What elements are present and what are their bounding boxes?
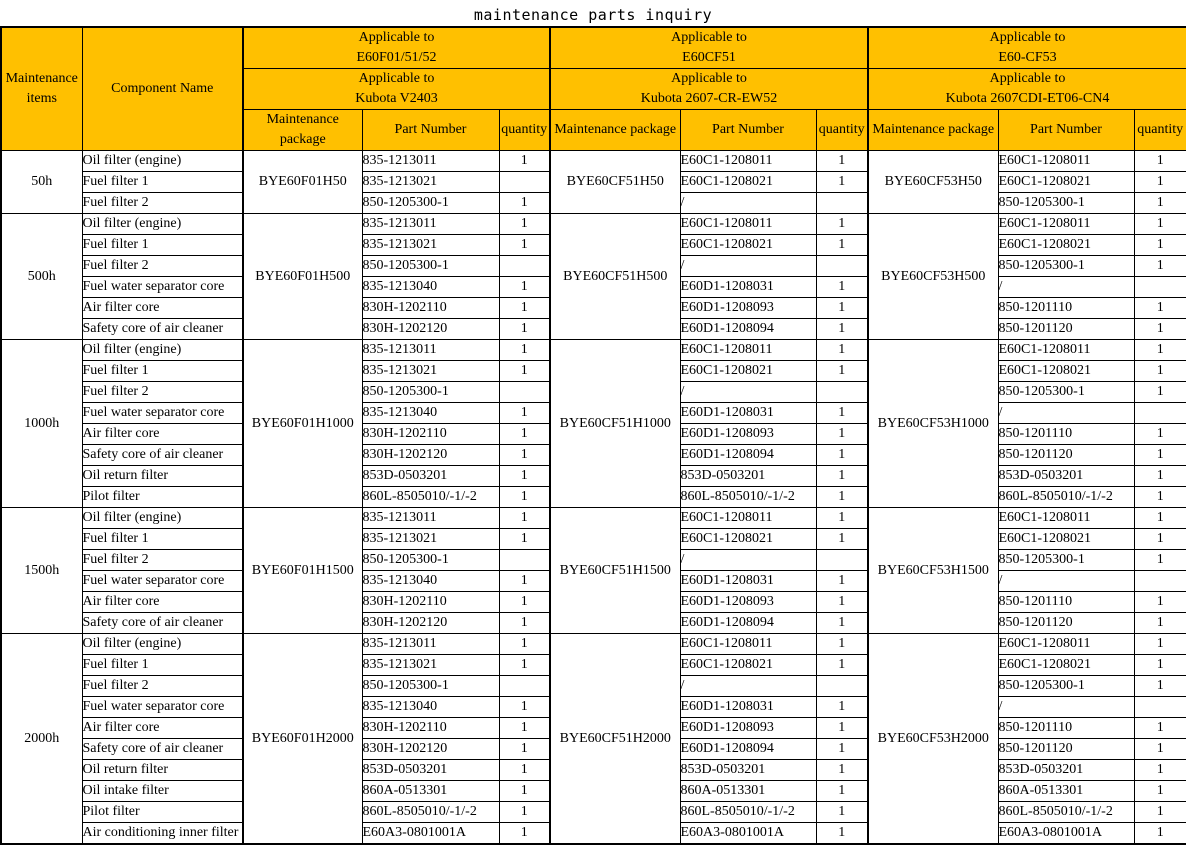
part-number: 850-1205300-1 bbox=[998, 193, 1134, 214]
maintenance-package: BYE60F01H1000 bbox=[243, 340, 362, 508]
maintenance-interval: 2000h bbox=[1, 634, 82, 845]
part-number: E60A3-0801001A bbox=[362, 823, 499, 845]
header-maintenance-items: Maintenance items bbox=[1, 27, 82, 151]
part-number: E60C1-1208021 bbox=[680, 529, 816, 550]
component-name: Oil filter (engine) bbox=[82, 214, 243, 235]
part-number: 850-1205300-1 bbox=[362, 550, 499, 571]
quantity: 1 bbox=[1134, 466, 1186, 487]
quantity bbox=[499, 256, 550, 277]
component-name: Fuel water separator core bbox=[82, 571, 243, 592]
component-name: Air filter core bbox=[82, 718, 243, 739]
part-number: 860L-8505010/-1/-2 bbox=[362, 802, 499, 823]
quantity: 1 bbox=[816, 508, 868, 529]
maintenance-package: BYE60CF53H2000 bbox=[868, 634, 998, 845]
header-quantity: quantity bbox=[499, 110, 550, 151]
quantity: 1 bbox=[816, 613, 868, 634]
quantity: 1 bbox=[1134, 487, 1186, 508]
part-number: E60D1-1208031 bbox=[680, 277, 816, 298]
component-name: Fuel filter 1 bbox=[82, 235, 243, 256]
quantity: 1 bbox=[816, 424, 868, 445]
component-name: Air conditioning inner filter bbox=[82, 823, 243, 845]
component-name: Fuel filter 2 bbox=[82, 550, 243, 571]
quantity: 1 bbox=[499, 193, 550, 214]
part-number: 853D-0503201 bbox=[362, 466, 499, 487]
part-number: E60C1-1208021 bbox=[998, 361, 1134, 382]
quantity: 1 bbox=[816, 340, 868, 361]
part-number: E60C1-1208021 bbox=[998, 655, 1134, 676]
part-number: 830H-1202120 bbox=[362, 739, 499, 760]
component-name: Oil filter (engine) bbox=[82, 340, 243, 361]
part-number: 850-1205300-1 bbox=[362, 193, 499, 214]
quantity: 1 bbox=[499, 739, 550, 760]
quantity bbox=[1134, 277, 1186, 298]
part-number: E60D1-1208093 bbox=[680, 424, 816, 445]
maintenance-interval: 500h bbox=[1, 214, 82, 340]
quantity bbox=[816, 550, 868, 571]
quantity: 1 bbox=[816, 277, 868, 298]
part-number: 860L-8505010/-1/-2 bbox=[998, 802, 1134, 823]
part-number: E60C1-1208011 bbox=[680, 151, 816, 172]
part-number: E60C1-1208021 bbox=[998, 172, 1134, 193]
header-package: Maintenance package bbox=[550, 110, 680, 151]
quantity: 1 bbox=[816, 781, 868, 802]
quantity: 1 bbox=[499, 487, 550, 508]
part-number: E60D1-1208093 bbox=[680, 298, 816, 319]
quantity: 1 bbox=[1134, 319, 1186, 340]
component-name: Safety core of air cleaner bbox=[82, 613, 243, 634]
maintenance-package: BYE60F01H50 bbox=[243, 151, 362, 214]
part-number: E60D1-1208094 bbox=[680, 739, 816, 760]
quantity: 1 bbox=[816, 802, 868, 823]
part-number: 853D-0503201 bbox=[362, 760, 499, 781]
maintenance-package: BYE60CF51H2000 bbox=[550, 634, 680, 845]
quantity: 1 bbox=[499, 445, 550, 466]
part-number: 860A-0513301 bbox=[680, 781, 816, 802]
part-number: 860L-8505010/-1/-2 bbox=[680, 802, 816, 823]
header-model-group-1: Applicable to E60F01/51/52 bbox=[243, 27, 550, 69]
quantity: 1 bbox=[499, 802, 550, 823]
quantity: 1 bbox=[816, 214, 868, 235]
part-number: 835-1213040 bbox=[362, 277, 499, 298]
quantity: 1 bbox=[1134, 781, 1186, 802]
table-row bbox=[1, 508, 1186, 529]
part-number: 835-1213040 bbox=[362, 571, 499, 592]
header-package: Maintenance package bbox=[868, 110, 998, 151]
quantity: 1 bbox=[1134, 655, 1186, 676]
maintenance-package: BYE60CF53H1500 bbox=[868, 508, 998, 634]
part-number: E60D1-1208094 bbox=[680, 319, 816, 340]
quantity: 1 bbox=[816, 151, 868, 172]
quantity: 1 bbox=[1134, 340, 1186, 361]
component-name: Fuel filter 2 bbox=[82, 193, 243, 214]
part-number: 830H-1202110 bbox=[362, 718, 499, 739]
part-number: 850-1205300-1 bbox=[998, 382, 1134, 403]
quantity: 1 bbox=[816, 172, 868, 193]
maintenance-package: BYE60CF51H500 bbox=[550, 214, 680, 340]
quantity: 1 bbox=[1134, 424, 1186, 445]
quantity bbox=[816, 193, 868, 214]
part-number: 835-1213011 bbox=[362, 634, 499, 655]
quantity: 1 bbox=[816, 319, 868, 340]
part-number: E60A3-0801001A bbox=[998, 823, 1134, 845]
quantity bbox=[499, 676, 550, 697]
part-number: 835-1213011 bbox=[362, 508, 499, 529]
table-row bbox=[1, 634, 1186, 655]
quantity: 1 bbox=[816, 760, 868, 781]
quantity: 1 bbox=[816, 697, 868, 718]
quantity: 1 bbox=[499, 298, 550, 319]
maintenance-package: BYE60CF51H1000 bbox=[550, 340, 680, 508]
quantity: 1 bbox=[1134, 718, 1186, 739]
part-number: 860L-8505010/-1/-2 bbox=[998, 487, 1134, 508]
part-number: 835-1213021 bbox=[362, 361, 499, 382]
quantity bbox=[816, 676, 868, 697]
quantity: 1 bbox=[499, 340, 550, 361]
part-number: 830H-1202110 bbox=[362, 592, 499, 613]
part-number: 850-1201120 bbox=[998, 613, 1134, 634]
part-number: / bbox=[998, 571, 1134, 592]
quantity: 1 bbox=[816, 235, 868, 256]
part-number: / bbox=[680, 550, 816, 571]
part-number: 853D-0503201 bbox=[680, 466, 816, 487]
header-engine-group-2: Applicable to Kubota 2607-CR-EW52 bbox=[550, 69, 868, 110]
part-number: 850-1201110 bbox=[998, 424, 1134, 445]
part-number: 850-1205300-1 bbox=[362, 256, 499, 277]
component-name: Oil filter (engine) bbox=[82, 634, 243, 655]
component-name: Fuel water separator core bbox=[82, 697, 243, 718]
part-number: E60A3-0801001A bbox=[680, 823, 816, 845]
quantity bbox=[499, 382, 550, 403]
part-number: 850-1205300-1 bbox=[998, 256, 1134, 277]
part-number: E60C1-1208011 bbox=[680, 214, 816, 235]
part-number: 835-1213021 bbox=[362, 235, 499, 256]
part-number: / bbox=[998, 403, 1134, 424]
quantity: 1 bbox=[816, 718, 868, 739]
part-number: 830H-1202120 bbox=[362, 445, 499, 466]
header-quantity: quantity bbox=[816, 110, 868, 151]
quantity: 1 bbox=[1134, 445, 1186, 466]
quantity: 1 bbox=[1134, 634, 1186, 655]
component-name: Fuel water separator core bbox=[82, 277, 243, 298]
part-number: E60C1-1208021 bbox=[680, 235, 816, 256]
quantity: 1 bbox=[816, 739, 868, 760]
maintenance-package: BYE60CF51H50 bbox=[550, 151, 680, 214]
part-number: E60C1-1208011 bbox=[998, 634, 1134, 655]
quantity: 1 bbox=[1134, 172, 1186, 193]
quantity: 1 bbox=[816, 361, 868, 382]
quantity: 1 bbox=[499, 697, 550, 718]
part-number: E60D1-1208093 bbox=[680, 718, 816, 739]
maintenance-interval: 1500h bbox=[1, 508, 82, 634]
quantity: 1 bbox=[499, 361, 550, 382]
part-number: E60C1-1208021 bbox=[998, 235, 1134, 256]
part-number: 830H-1202120 bbox=[362, 613, 499, 634]
header-model-group-3: Applicable to E60-CF53 bbox=[868, 27, 1186, 69]
part-number: E60C1-1208011 bbox=[998, 214, 1134, 235]
part-number: 860A-0513301 bbox=[998, 781, 1134, 802]
quantity: 1 bbox=[1134, 193, 1186, 214]
part-number: 835-1213021 bbox=[362, 529, 499, 550]
part-number: 835-1213021 bbox=[362, 172, 499, 193]
part-number: E60C1-1208011 bbox=[998, 340, 1134, 361]
header-engine-group-3: Applicable to Kubota 2607CDI-ET06-CN4 bbox=[868, 69, 1186, 110]
quantity: 1 bbox=[816, 403, 868, 424]
parts-table bbox=[0, 26, 1186, 845]
quantity: 1 bbox=[1134, 214, 1186, 235]
part-number: 860L-8505010/-1/-2 bbox=[362, 487, 499, 508]
quantity: 1 bbox=[499, 424, 550, 445]
part-number: E60C1-1208011 bbox=[680, 508, 816, 529]
quantity: 1 bbox=[816, 634, 868, 655]
quantity: 1 bbox=[499, 235, 550, 256]
component-name: Air filter core bbox=[82, 424, 243, 445]
quantity: 1 bbox=[816, 571, 868, 592]
component-name: Pilot filter bbox=[82, 802, 243, 823]
component-name: Fuel filter 2 bbox=[82, 256, 243, 277]
part-number: 850-1201110 bbox=[998, 718, 1134, 739]
quantity: 1 bbox=[1134, 823, 1186, 845]
component-name: Fuel filter 1 bbox=[82, 361, 243, 382]
part-number: / bbox=[680, 382, 816, 403]
quantity: 1 bbox=[1134, 739, 1186, 760]
maintenance-package: BYE60CF53H500 bbox=[868, 214, 998, 340]
part-number: E60C1-1208021 bbox=[680, 361, 816, 382]
quantity bbox=[816, 256, 868, 277]
part-number: E60D1-1208031 bbox=[680, 571, 816, 592]
quantity: 1 bbox=[816, 445, 868, 466]
component-name: Air filter core bbox=[82, 592, 243, 613]
quantity: 1 bbox=[816, 823, 868, 845]
quantity: 1 bbox=[816, 298, 868, 319]
quantity: 1 bbox=[499, 529, 550, 550]
component-name: Safety core of air cleaner bbox=[82, 739, 243, 760]
component-name: Fuel water separator core bbox=[82, 403, 243, 424]
part-number: E60D1-1208094 bbox=[680, 445, 816, 466]
maintenance-package: BYE60CF53H1000 bbox=[868, 340, 998, 508]
quantity: 1 bbox=[499, 634, 550, 655]
quantity bbox=[1134, 697, 1186, 718]
part-number: 850-1205300-1 bbox=[998, 676, 1134, 697]
part-number: E60D1-1208093 bbox=[680, 592, 816, 613]
part-number: E60C1-1208011 bbox=[680, 634, 816, 655]
component-name: Fuel filter 1 bbox=[82, 655, 243, 676]
quantity: 1 bbox=[499, 277, 550, 298]
quantity: 1 bbox=[1134, 676, 1186, 697]
quantity: 1 bbox=[816, 655, 868, 676]
part-number: 835-1213011 bbox=[362, 214, 499, 235]
component-name: Pilot filter bbox=[82, 487, 243, 508]
quantity: 1 bbox=[1134, 235, 1186, 256]
quantity: 1 bbox=[499, 823, 550, 845]
part-number: 850-1201120 bbox=[998, 739, 1134, 760]
quantity bbox=[816, 382, 868, 403]
quantity: 1 bbox=[1134, 256, 1186, 277]
part-number: E60D1-1208031 bbox=[680, 697, 816, 718]
quantity: 1 bbox=[499, 508, 550, 529]
part-number: 850-1201110 bbox=[998, 592, 1134, 613]
part-number: / bbox=[998, 277, 1134, 298]
part-number: / bbox=[680, 256, 816, 277]
part-number: 835-1213040 bbox=[362, 697, 499, 718]
part-number: / bbox=[680, 193, 816, 214]
quantity: 1 bbox=[499, 319, 550, 340]
quantity: 1 bbox=[816, 487, 868, 508]
part-number: 830H-1202110 bbox=[362, 298, 499, 319]
quantity: 1 bbox=[1134, 151, 1186, 172]
header-engine-group-1: Applicable to Kubota V2403 bbox=[243, 69, 550, 110]
quantity: 1 bbox=[1134, 802, 1186, 823]
header-package: Maintenance package bbox=[243, 110, 362, 151]
quantity: 1 bbox=[499, 718, 550, 739]
quantity: 1 bbox=[1134, 298, 1186, 319]
quantity: 1 bbox=[499, 214, 550, 235]
part-number: 860A-0513301 bbox=[362, 781, 499, 802]
part-number: 850-1201110 bbox=[998, 298, 1134, 319]
quantity: 1 bbox=[816, 592, 868, 613]
quantity: 1 bbox=[499, 571, 550, 592]
table-row bbox=[1, 214, 1186, 235]
part-number: E60C1-1208011 bbox=[998, 508, 1134, 529]
component-name: Safety core of air cleaner bbox=[82, 319, 243, 340]
quantity: 1 bbox=[1134, 592, 1186, 613]
component-name: Safety core of air cleaner bbox=[82, 445, 243, 466]
header-model-group-2: Applicable to E60CF51 bbox=[550, 27, 868, 69]
quantity: 1 bbox=[499, 592, 550, 613]
component-name: Fuel filter 2 bbox=[82, 382, 243, 403]
header-component-name: Component Name bbox=[82, 27, 243, 151]
quantity bbox=[1134, 571, 1186, 592]
component-name: Fuel filter 1 bbox=[82, 172, 243, 193]
part-number: 853D-0503201 bbox=[998, 466, 1134, 487]
part-number: E60D1-1208094 bbox=[680, 613, 816, 634]
quantity: 1 bbox=[499, 760, 550, 781]
part-number: 830H-1202120 bbox=[362, 319, 499, 340]
part-number: 830H-1202110 bbox=[362, 424, 499, 445]
maintenance-interval: 50h bbox=[1, 151, 82, 214]
maintenance-package: BYE60F01H2000 bbox=[243, 634, 362, 845]
maintenance-package: BYE60CF51H1500 bbox=[550, 508, 680, 634]
quantity: 1 bbox=[499, 781, 550, 802]
quantity: 1 bbox=[499, 655, 550, 676]
part-number: E60C1-1208021 bbox=[680, 172, 816, 193]
component-name: Fuel filter 2 bbox=[82, 676, 243, 697]
part-number: 850-1201120 bbox=[998, 445, 1134, 466]
quantity bbox=[499, 172, 550, 193]
quantity: 1 bbox=[1134, 760, 1186, 781]
quantity: 1 bbox=[1134, 361, 1186, 382]
part-number: 850-1205300-1 bbox=[362, 382, 499, 403]
component-name: Fuel filter 1 bbox=[82, 529, 243, 550]
part-number: E60D1-1208031 bbox=[680, 403, 816, 424]
maintenance-interval: 1000h bbox=[1, 340, 82, 508]
quantity: 1 bbox=[499, 151, 550, 172]
quantity: 1 bbox=[816, 529, 868, 550]
quantity: 1 bbox=[816, 466, 868, 487]
part-number: 853D-0503201 bbox=[680, 760, 816, 781]
header-quantity: quantity bbox=[1134, 110, 1186, 151]
quantity: 1 bbox=[1134, 508, 1186, 529]
quantity: 1 bbox=[1134, 550, 1186, 571]
quantity: 1 bbox=[499, 403, 550, 424]
quantity bbox=[499, 550, 550, 571]
part-number: / bbox=[680, 676, 816, 697]
part-number: 835-1213011 bbox=[362, 340, 499, 361]
component-name: Oil return filter bbox=[82, 760, 243, 781]
part-number: 850-1205300-1 bbox=[998, 550, 1134, 571]
quantity: 1 bbox=[1134, 529, 1186, 550]
component-name: Oil intake filter bbox=[82, 781, 243, 802]
component-name: Oil filter (engine) bbox=[82, 151, 243, 172]
header-part-number: Part Number bbox=[998, 110, 1134, 151]
quantity bbox=[1134, 403, 1186, 424]
page-title: maintenance parts inquiry bbox=[473, 6, 713, 24]
table-row bbox=[1, 151, 1186, 172]
maintenance-package: BYE60F01H500 bbox=[243, 214, 362, 340]
quantity: 1 bbox=[1134, 382, 1186, 403]
part-number: / bbox=[998, 697, 1134, 718]
table-row bbox=[1, 340, 1186, 361]
quantity: 1 bbox=[499, 613, 550, 634]
part-number: 835-1213040 bbox=[362, 403, 499, 424]
maintenance-package: BYE60CF53H50 bbox=[868, 151, 998, 214]
component-name: Oil return filter bbox=[82, 466, 243, 487]
part-number: 850-1201120 bbox=[998, 319, 1134, 340]
part-number: 835-1213011 bbox=[362, 151, 499, 172]
component-name: Air filter core bbox=[82, 298, 243, 319]
component-name: Oil filter (engine) bbox=[82, 508, 243, 529]
part-number: 850-1205300-1 bbox=[362, 676, 499, 697]
parts-table-body bbox=[1, 151, 1186, 845]
maintenance-package: BYE60F01H1500 bbox=[243, 508, 362, 634]
part-number: 835-1213021 bbox=[362, 655, 499, 676]
part-number: E60C1-1208011 bbox=[998, 151, 1134, 172]
header-part-number: Part Number bbox=[362, 110, 499, 151]
quantity: 1 bbox=[499, 466, 550, 487]
part-number: 860L-8505010/-1/-2 bbox=[680, 487, 816, 508]
quantity: 1 bbox=[1134, 613, 1186, 634]
part-number: 853D-0503201 bbox=[998, 760, 1134, 781]
header-part-number: Part Number bbox=[680, 110, 816, 151]
part-number: E60C1-1208021 bbox=[998, 529, 1134, 550]
part-number: E60C1-1208011 bbox=[680, 340, 816, 361]
part-number: E60C1-1208021 bbox=[680, 655, 816, 676]
